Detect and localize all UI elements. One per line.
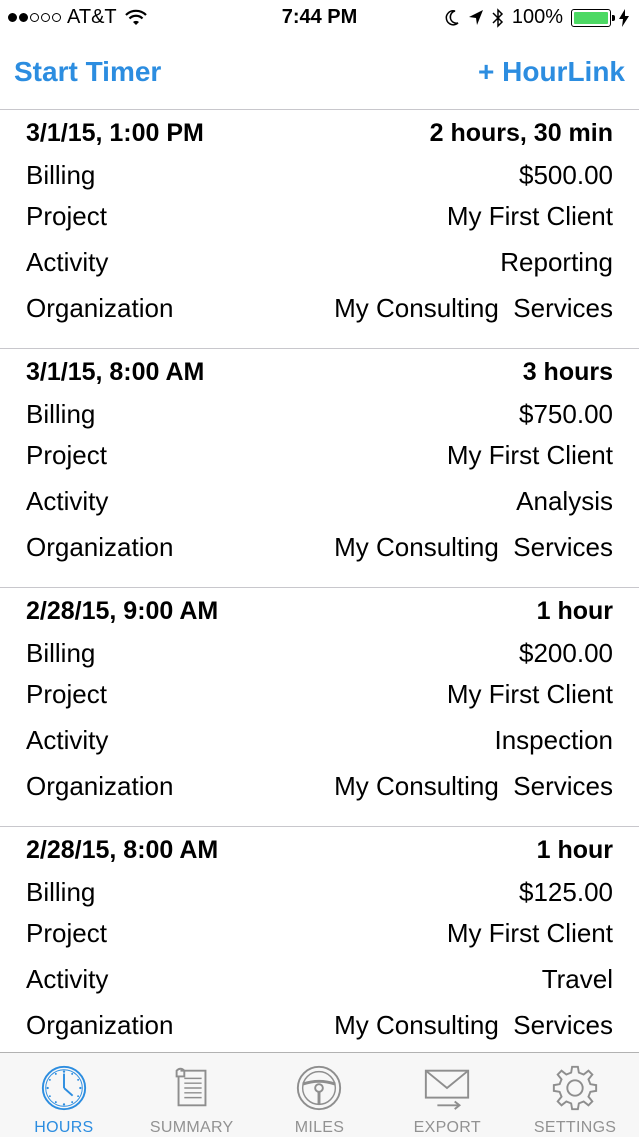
activity-value: Reporting: [500, 247, 613, 277]
tab-label: SETTINGS: [533, 1119, 617, 1136]
project-value: My First Client: [446, 201, 613, 231]
tab-summary[interactable]: [128, 1053, 256, 1137]
steering-wheel-icon: [293, 1063, 345, 1113]
activity-label: Activity: [26, 486, 109, 516]
status-left: [8, 6, 147, 29]
entry-datetime: 3/1/15, 1:00 PM: [26, 119, 204, 147]
entry-datetime: 2/28/15, 8:00 AM: [26, 836, 219, 864]
project-value: My First Client: [446, 679, 613, 709]
moon-icon: [444, 9, 460, 27]
activity-label: Activity: [26, 964, 109, 994]
billing-value: $125.00: [519, 877, 613, 907]
tab-label: MILES: [294, 1119, 345, 1136]
project-value: My First Client: [446, 440, 613, 470]
billing-label: Billing: [26, 160, 96, 190]
status-bar: [0, 0, 639, 36]
organization-label: Organization: [26, 293, 174, 323]
hour-entry[interactable]: [0, 110, 639, 349]
tab-label: EXPORT: [413, 1119, 481, 1136]
tab-label: SUMMARY: [149, 1119, 234, 1136]
billing-label: Billing: [26, 399, 96, 429]
entry-datetime: 3/1/15, 8:00 AM: [26, 358, 205, 386]
tab-miles[interactable]: [256, 1053, 384, 1137]
activity-label: Activity: [26, 725, 109, 755]
organization-label: Organization: [26, 532, 174, 562]
status-right: [444, 6, 629, 29]
battery-icon: [571, 9, 611, 27]
billing-label: Billing: [26, 638, 96, 668]
navigation-bar: [0, 36, 639, 110]
hour-entry[interactable]: [0, 588, 639, 827]
project-label: Project: [26, 440, 107, 470]
battery-percent: 100%: [511, 6, 563, 28]
bluetooth-icon: [492, 8, 504, 28]
entry-duration: 1 hour: [536, 597, 613, 625]
hourlink-button[interactable]: + HourLink: [477, 56, 625, 87]
project-value: My First Client: [446, 918, 613, 948]
tab-export[interactable]: [383, 1053, 511, 1137]
wifi-icon: [125, 9, 147, 27]
tab-hours[interactable]: [0, 1053, 128, 1137]
entry-duration: 2 hours, 30 min: [429, 119, 613, 147]
organization-value: My Consulting Services: [334, 771, 613, 801]
organization-value: My Consulting Services: [334, 532, 613, 562]
project-label: Project: [26, 918, 107, 948]
activity-value: Analysis: [516, 486, 613, 516]
entry-duration: 1 hour: [536, 836, 613, 864]
organization-value: My Consulting Services: [334, 293, 613, 323]
activity-value: Travel: [541, 964, 613, 994]
billing-value: $200.00: [519, 638, 613, 668]
start-timer-button[interactable]: Start Timer: [14, 56, 162, 87]
project-label: Project: [26, 201, 107, 231]
project-label: Project: [26, 679, 107, 709]
status-time: 7:44 PM: [281, 6, 358, 28]
clock-icon: [38, 1063, 90, 1113]
envelope-icon: [421, 1063, 473, 1113]
entry-datetime: 2/28/15, 9:00 AM: [26, 597, 219, 625]
organization-label: Organization: [26, 1010, 174, 1040]
gear-icon: [549, 1063, 601, 1113]
billing-value: $750.00: [519, 399, 613, 429]
charging-bolt-icon: [619, 9, 629, 27]
billing-label: Billing: [26, 877, 96, 907]
carrier-name: AT&T: [67, 6, 117, 28]
organization-label: Organization: [26, 771, 174, 801]
tab-label: HOURS: [34, 1119, 94, 1136]
hour-entry[interactable]: [0, 349, 639, 588]
hour-entry[interactable]: [0, 827, 639, 1065]
signal-strength-icon: [8, 13, 61, 22]
tab-settings[interactable]: [511, 1053, 639, 1137]
activity-value: Inspection: [494, 725, 613, 755]
scroll-icon: [166, 1063, 218, 1113]
organization-value: My Consulting Services: [334, 1010, 613, 1040]
hours-list: [0, 110, 639, 1065]
billing-value: $500.00: [519, 160, 613, 190]
tab-bar: [0, 1052, 639, 1137]
activity-label: Activity: [26, 247, 109, 277]
entry-duration: 3 hours: [522, 358, 613, 386]
location-arrow-icon: [468, 9, 484, 27]
